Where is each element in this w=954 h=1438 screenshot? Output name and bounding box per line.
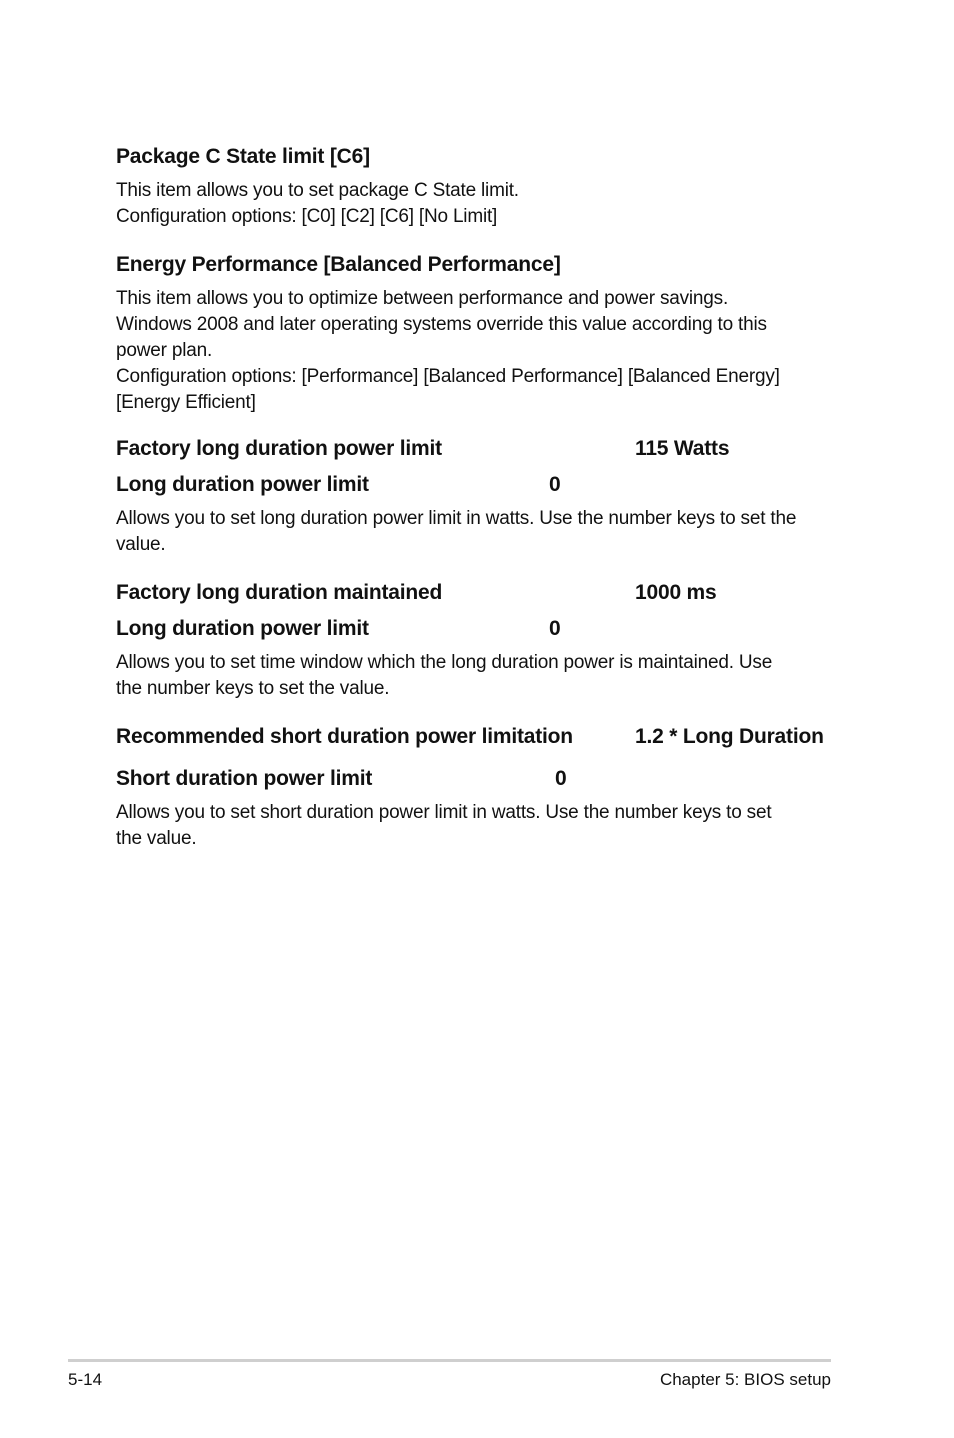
description-line: This item allows you to optimize between performance and power savings. <box>116 288 729 309</box>
section-energy-performance <box>116 250 846 416</box>
page-number: 5-14 <box>68 1370 103 1389</box>
section-short-duration-power-limit <box>116 722 846 852</box>
description-line: Configuration options: [C0] [C2] [C6] [No Limit] <box>116 206 498 227</box>
item-heading: Package C State limit [C6] <box>116 145 370 168</box>
description-line: This item allows you to set package C State limit. <box>116 180 519 201</box>
item-description <box>116 800 846 852</box>
setting-label: Factory long duration power limit <box>116 437 442 460</box>
setting-value: 0 <box>555 767 567 790</box>
description-line: value. <box>116 534 166 555</box>
description-line: Windows 2008 and later operating systems override this value according to this <box>116 314 767 335</box>
item-heading: Energy Performance [Balanced Performance] <box>116 253 561 276</box>
description-line: Allows you to set time window which the long duration power is maintained. Use <box>116 652 773 673</box>
setting-row <box>116 764 846 794</box>
chapter-title: Chapter 5: BIOS setup <box>659 1370 831 1389</box>
setting-row <box>116 578 846 608</box>
setting-value: 1.2 * Long Duration <box>635 725 824 748</box>
description-line: Configuration options: [Performance] [Balanced Performance] [Balanced Energy] <box>116 366 780 387</box>
setting-row <box>116 614 846 644</box>
setting-label: Long duration power limit <box>116 473 369 496</box>
footer-divider <box>68 1359 831 1362</box>
description-line: power plan. <box>116 340 213 361</box>
setting-row <box>116 434 846 464</box>
setting-value: 0 <box>549 473 561 496</box>
section-long-duration-maintained <box>116 578 846 702</box>
section-long-duration-power-limit <box>116 434 846 558</box>
setting-label: Long duration power limit <box>116 617 369 640</box>
item-description <box>116 178 846 230</box>
description-line: the number keys to set the value. <box>116 678 390 699</box>
description-line: the value. <box>116 828 197 849</box>
setting-label: Factory long duration maintained <box>116 581 443 604</box>
setting-label: Short duration power limit <box>116 767 373 790</box>
description-line: Allows you to set short duration power limit in watts. Use the number keys to set <box>116 802 772 823</box>
item-description <box>116 650 846 702</box>
description-line: [Energy Efficient] <box>116 392 256 413</box>
page-content <box>116 142 846 852</box>
setting-row <box>116 722 846 752</box>
item-description <box>116 286 846 416</box>
item-description <box>116 506 846 558</box>
section-package-c-state <box>116 142 846 230</box>
description-line: Allows you to set long duration power limit in watts. Use the number keys to set the <box>116 508 797 529</box>
setting-value: 115 Watts <box>635 437 730 460</box>
setting-value: 1000 ms <box>635 581 717 604</box>
setting-value: 0 <box>549 617 561 640</box>
setting-label: Recommended short duration power limitation <box>116 725 573 748</box>
setting-row <box>116 470 846 500</box>
